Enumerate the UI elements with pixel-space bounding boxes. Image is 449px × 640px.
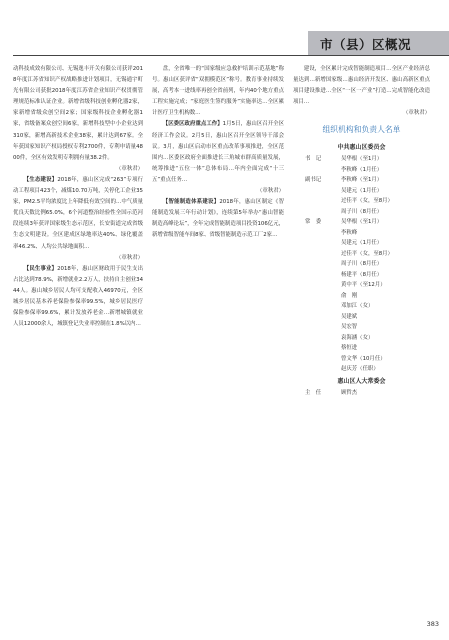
org-person: 周子川（8月任） (341, 261, 383, 268)
org-row (293, 322, 430, 333)
org-role (293, 186, 333, 197)
org-person: 蔡恒进 (341, 345, 358, 352)
org-person: 赵庆芳（任职） (341, 366, 379, 373)
org-row (293, 186, 430, 197)
org-row (293, 280, 430, 291)
org-person: 黄中平（至12月） (341, 282, 386, 289)
text-column-3 (293, 64, 430, 596)
paragraph-text: 建设，全区累计完成智能制造项目…全区产业经济总量达到…新增国家级…惠山经济开发区、惠山高新区重点项目建设推进…全区“一区一产业”打造…完成智能化改造项目… (293, 66, 430, 106)
org-person: 李秋峰（1月任） (341, 166, 383, 173)
org-row (293, 354, 430, 365)
paragraph (152, 64, 284, 119)
paragraph-source: （章秋君） (257, 188, 284, 195)
org-row (293, 217, 430, 228)
org-row (293, 228, 430, 239)
paragraph-text: 动科技成效有限公司、无锡逸丰开关有限公司获评2018年度江苏省知识产权战略推进计划项目，无锡通宇町光有限公司获批2018年度江苏省企业知识产权贯彻管理规范标准认证企业。新增省级科技创业孵化器2家，家新增省级众创空间2家；国家级科技企业孵化器1家，省级备案众创空间6家，新增科技型中小企业达到310家，新增高新技术企业38家，累计达到67家。全年获国家知识产权局授权专利2700件，专利申请量4800件，全区有效发明专利拥有量38.2件。 (13, 66, 143, 161)
paragraph (152, 197, 284, 241)
org-list-committee (293, 154, 430, 375)
org-person: 吴建元（1月任） (341, 187, 383, 194)
org-role (293, 196, 333, 207)
org-row (293, 154, 430, 165)
org-person: 顾哲杰 (341, 389, 358, 396)
org-role (293, 312, 333, 323)
org-row (293, 333, 430, 344)
org-row (293, 388, 430, 399)
org-role: 副书记 (305, 177, 322, 184)
paragraph-source: （章秋君） (116, 254, 143, 261)
org-subtitle-congress: 惠山区人大常委会 (337, 377, 386, 385)
paragraph (13, 264, 143, 331)
paragraph-text: 1月5日，惠山区召开全区经济工作会议。2月5日，惠山区召开全区领导干部会议。3月，惠山区启动市区重点改革事项推进，全区范围内…区委区政府全面推进长三角城市群高质量发展，统筹推进“五位一体”总体布局…年内全面完成“十三五”重点任务… (152, 121, 284, 183)
paragraph-source: （章秋君） (116, 165, 143, 172)
paragraph-lead: 【生态建设】 (23, 176, 58, 183)
page-number: 383 (426, 620, 439, 628)
org-person: 李秋峰（至1月） (341, 177, 383, 184)
paragraph-text: 2018年，惠山区制定《智能制造发展三年行动计划》，连续第5年举办“惠山智能制造高峰论坛”，全年完成智能制造项目投资106亿元，新增省级智能车间8家、省级智能制造示范工厂2家… (152, 199, 284, 239)
org-row (293, 175, 430, 186)
org-person: 吴建斌 (341, 313, 358, 320)
org-role (293, 333, 333, 344)
org-role (293, 301, 333, 312)
org-row (293, 291, 430, 302)
org-row (293, 343, 430, 354)
paragraph-lead: 【民生事业】 (23, 265, 58, 272)
org-role (293, 364, 333, 375)
org-person: 吴宏智 (341, 324, 358, 331)
org-row (293, 270, 430, 281)
paragraph-text: 2018年，惠山区财政用于民生支出占比达到78.9%，新增就业2.2万人，扶持自主创业3444人。惠山城乡居民人均可支配收入46970元，全区城乡居民基本养老保险参保率99.5%，城乡居民医疗保险参保率99.6%，累计发放养老金…新增城镇就业人员12000余人，城镇登记失业率控制在1.8%以内… (13, 265, 143, 328)
org-row (293, 259, 430, 270)
org-list-congress (293, 388, 430, 399)
paragraph (13, 64, 143, 175)
org-person: 曾文华（10月任） (341, 355, 386, 362)
org-person: 邓加江（女） (341, 303, 374, 310)
paragraph-text: 2018年，惠山区完成“263”专项行动工程项目423个，减煤10.70万吨，关停化工企业35家，PM2.5平均浓度比上年降低有效空间的…中气质量优良天数比例65.0%，6个河道整治经验性全国示范河段连续3年获评国家级生态示范区，长安街道完成省级生态文明建设。全区建成区绿地率达40%、绿化覆盖率46.2%、人均公共绿地面积… (13, 176, 143, 250)
org-row (293, 238, 430, 249)
org-role (293, 343, 333, 354)
org-row (293, 196, 430, 207)
column-3-paragraphs (293, 64, 430, 119)
page-title: 市（县）区概况 (320, 37, 412, 52)
paragraph-source: （章秋君） (403, 110, 430, 117)
paragraph-text: 盘，全省唯一的“国家级应急救护培训示范基地”称号。惠山区获评省“双拥模范区”称号。教育事业持续发展，高考本一进线率再创全省前列，年内40个地方重点工程实施完成；“家庭医生签约服务”实施率达…全区累计医疗卫生机构数… (152, 66, 284, 117)
paragraph-lead: 【区委区政府重点工作】 (162, 121, 223, 128)
org-role (293, 228, 333, 239)
org-role: 书 记 (305, 156, 322, 163)
paragraph (293, 64, 430, 119)
org-person: 袁海涵（女） (341, 334, 374, 341)
org-person: 周子川（8月任） (341, 208, 383, 215)
org-person: 吴华根（至1月） (341, 156, 383, 163)
org-row (293, 312, 430, 323)
org-person: 吴建元（1月任） (341, 240, 383, 247)
org-role (293, 249, 333, 260)
org-role (293, 322, 333, 333)
org-role (293, 280, 333, 291)
org-section-title: 组织机构和负责人名单 (322, 125, 401, 135)
org-role (293, 354, 333, 365)
paragraph-lead: 【智能制造体系建设】 (162, 199, 220, 206)
org-role: 主 任 (305, 389, 322, 396)
org-person: 过佳平（女，至8月） (341, 250, 393, 257)
org-row (293, 165, 430, 176)
org-role (293, 291, 333, 302)
org-person: 过佳平（女，至8月） (341, 198, 393, 205)
org-person: 李秋峰 (341, 229, 358, 236)
org-role (293, 270, 333, 281)
org-row (293, 249, 430, 260)
org-row (293, 301, 430, 312)
org-row (293, 207, 430, 218)
org-role (293, 207, 333, 218)
org-person: 吴华根（至1月） (341, 219, 383, 226)
paragraph (152, 119, 284, 197)
org-role (293, 165, 333, 176)
org-role: 常 委 (305, 219, 322, 226)
org-role (293, 259, 333, 270)
org-person: 杨建平（8月任） (341, 271, 383, 278)
org-subtitle-committee: 中共惠山区委员会 (337, 144, 386, 152)
org-role (293, 238, 333, 249)
org-row (293, 364, 430, 375)
org-person: 俞 刚 (341, 292, 358, 299)
text-column-2 (152, 64, 284, 596)
header-divider (13, 55, 449, 56)
paragraph (13, 175, 143, 264)
text-column-1 (13, 64, 143, 596)
